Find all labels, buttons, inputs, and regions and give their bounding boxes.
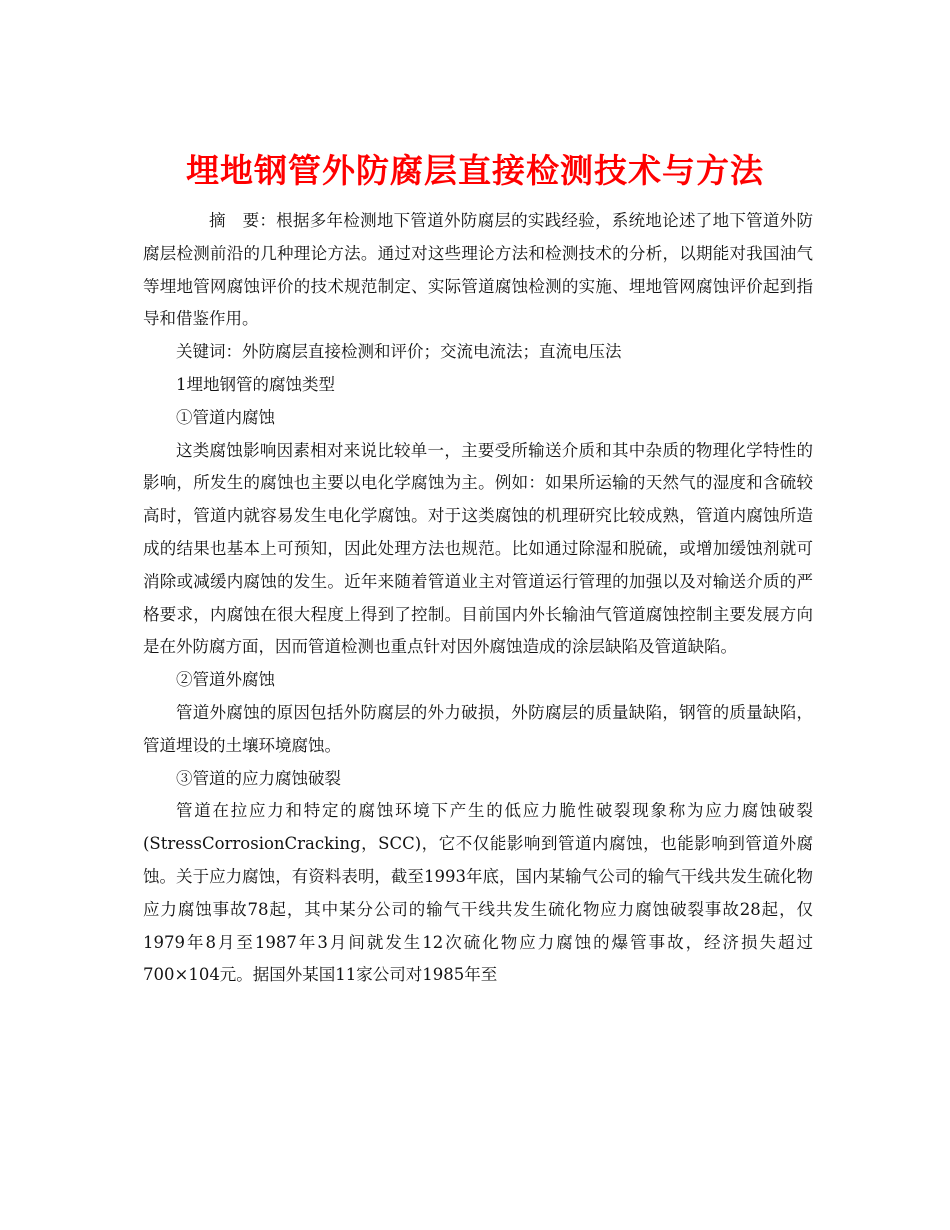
section-heading-1: 1埋地钢管的腐蚀类型 bbox=[176, 374, 335, 394]
subsection-heading-internal-corrosion: ①管道内腐蚀 bbox=[176, 407, 275, 427]
subsection-heading-stress-corrosion: ③管道的应力腐蚀破裂 bbox=[176, 768, 341, 788]
document-body bbox=[143, 205, 813, 992]
external-corrosion-paragraph: 管道外腐蚀的原因包括外防腐层的外力破损，外防腐层的质量缺陷，钢管的质量缺陷，管道埋设的土壤环境腐蚀。 bbox=[143, 702, 813, 755]
internal-corrosion-paragraph: 这类腐蚀影响因素相对来说比较单一，主要受所输送介质和其中杂质的物理化学特性的影响，所发生的腐蚀也主要以电化学腐蚀为主。例如：如果所运输的天然气的湿度和含硫较高时，管道内就容易发生电化学腐蚀。对于这类腐蚀的机理研究比较成熟，管道内腐蚀所造成的结果也基本上可预知，因此处理方法也规范。比如通过除湿和脱硫，或增加缓蚀剂就可消除或减缓内腐蚀的发生。近年来随着管道业主对管道运行管理的加强以及对输送介质的严格要求，内腐蚀在很大程度上得到了控制。目前国内外长输油气管道腐蚀控制主要发展方向是在外防腐方面，因而管道检测也重点针对因外腐蚀造成的涂层缺陷及管道缺陷。 bbox=[143, 440, 813, 657]
keywords-line: 关键词：外防腐层直接检测和评价；交流电流法；直流电压法 bbox=[176, 342, 622, 362]
stress-corrosion-paragraph: 管道在拉应力和特定的腐蚀环境下产生的低应力脆性破裂现象称为应力腐蚀破裂(StressCorrosionCracking，SCC)，它不仅能影响到管道内腐蚀，也能影响到管道外腐蚀。关于应力腐蚀，有资料表明，截至1993年底，国内某输气公司的输气干线共发生硫化物应力腐蚀事故78起，其中某分公司的输气干线共发生硫化物应力腐蚀破裂事故28起，仅1979年8月至1987年3月间就发生12次硫化物应力腐蚀的爆管事故，经济损失超过700×104元。据国外某国11家公司对1985年至 bbox=[143, 801, 813, 985]
document-title: 埋地钢管外防腐层直接检测技术与方法 bbox=[186, 151, 764, 191]
abstract-paragraph: 摘 要：根据多年检测地下管道外防腐层的实践经验，系统地论述了地下管道外防腐层检测前沿的几种理论方法。通过对这些理论方法和检测技术的分析，以期能对我国油气等埋地管网腐蚀评价的技术规范制定、实际管道腐蚀检测的实施、埋地管网腐蚀评价起到指导和借鉴作用。 bbox=[143, 211, 813, 329]
subsection-heading-external-corrosion: ②管道外腐蚀 bbox=[176, 670, 275, 690]
